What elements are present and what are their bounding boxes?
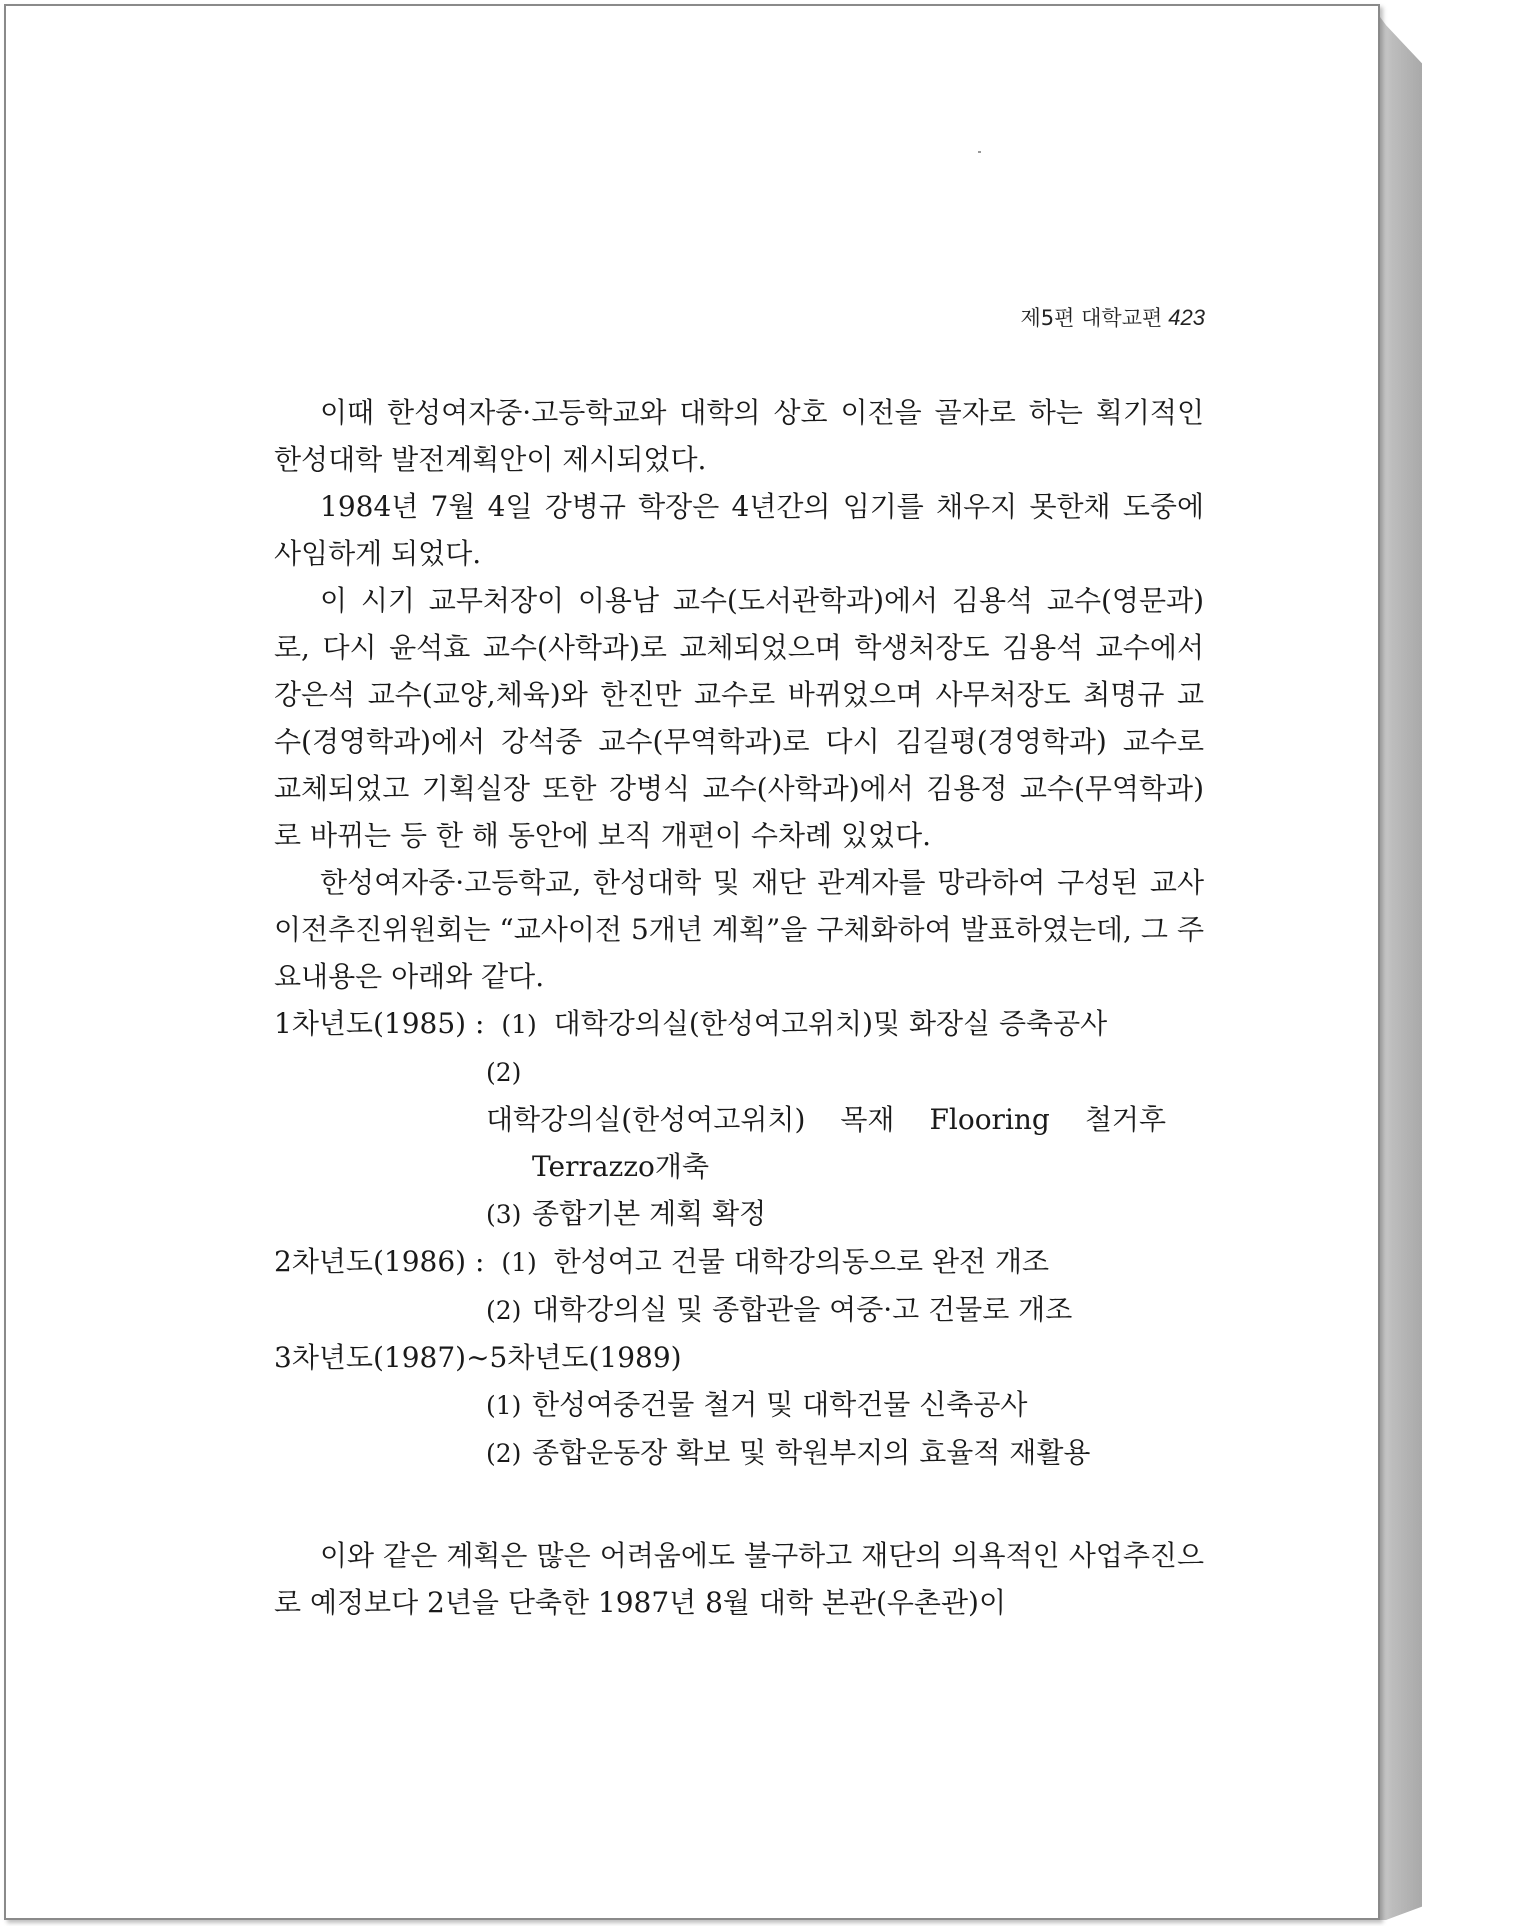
plan-item-number: (1) [501,1010,537,1039]
plan-item-text: 대학강의실(한성여고위치)및 화장실 증축공사 [553,1007,1108,1040]
plan-item [274,1381,1204,1429]
plan-item-text: 한성여중건물 철거 및 대학건물 신축공사 [532,1388,1028,1421]
plan-item-continuation: Terrazzo개축 [532,1150,709,1183]
plan-item-number: (1) [501,1248,537,1277]
plan-item [274,1048,1204,1143]
plan-year-label: 3차년도(1987)∼5차년도(1989) [274,1341,682,1374]
blank-line [274,1477,1204,1524]
plan-item-number: (3) [486,1200,522,1229]
plan-year-label: 2차년도(1986) : [274,1245,485,1278]
plan-item-number: (2) [486,1439,522,1468]
plan-year-3-5 [274,1334,1204,1381]
paragraph: 1984년 7월 4일 강병규 학장은 4년간의 임기를 채우지 못한채 도중에 사임하게 되었다. [274,490,1204,570]
paragraph: 이 시기 교무처장이 이용남 교수(도서관학과)에서 김용석 교수(영문과)로, 다시 윤석효 교수(사학과)로 교체되었으며 학생처장도 김용석 교수에서 강은석 교수(교양,체육)와 한진만 교수로 바뀌었으며 사무처장도 최명규 교수(경영학과)에서 강석중 교수(무역학과)로 다시 김길평(경영학과) 교수로 교체되었고 기획실장 또한 강병식 교수(사학과)에서 김용정 교수(무역학과)로 바뀌는 등 한 해 동안에 보직 개편이 수차례 있었다. [274,584,1204,852]
paragraph: 이와 같은 계획은 많은 어려움에도 불구하고 재단의 의욕적인 사업추진으로 예정보다 2년을 단축한 1987년 8월 대학 본관(우촌관)이 [274,1539,1204,1619]
scan-speck [978,151,981,153]
plan-year-2 [274,1238,1204,1286]
plan-item-number: (1) [486,1391,522,1420]
plan-item-text: 한성여고 건물 대학강의동으로 완전 개조 [553,1245,1050,1278]
plan-item-text: 대학강의실(한성여고위치) 목재 Flooring 철거후 [486,1103,1166,1136]
running-header [1021,302,1205,332]
plan-item [274,1190,1204,1238]
plan-item [274,1429,1204,1477]
relocation-plan-list [274,1000,1204,1477]
plan-item-text: 종합기본 계획 확정 [532,1197,767,1230]
page-body [274,389,1204,1626]
page-number: 423 [1168,305,1205,330]
paragraph: 한성여자중·고등학교, 한성대학 및 재단 관계자를 망라하여 구성된 교사이전추진위원회는 “교사이전 5개년 계획”을 구체화하여 발표하였는데, 그 주요내용은 아래와 같다. [274,866,1204,993]
plan-year-1 [274,1000,1204,1048]
paragraph: 이때 한성여자중·고등학교와 대학의 상호 이전을 골자로 하는 획기적인 한성대학 발전계획안이 제시되었다. [274,396,1204,476]
plan-year-label: 1차년도(1985) : [274,1007,485,1040]
plan-item-text: 종합운동장 확보 및 학원부지의 효율적 재활용 [532,1436,1091,1469]
section-title: 제5편 대학교편 [1020,306,1163,330]
book-page [4,4,1380,1920]
plan-item-text: 대학강의실 및 종합관을 여중·고 건물로 개조 [532,1293,1073,1326]
plan-item [274,1286,1204,1334]
plan-item-number: (2) [486,1058,522,1087]
plan-item-number: (2) [486,1296,522,1325]
